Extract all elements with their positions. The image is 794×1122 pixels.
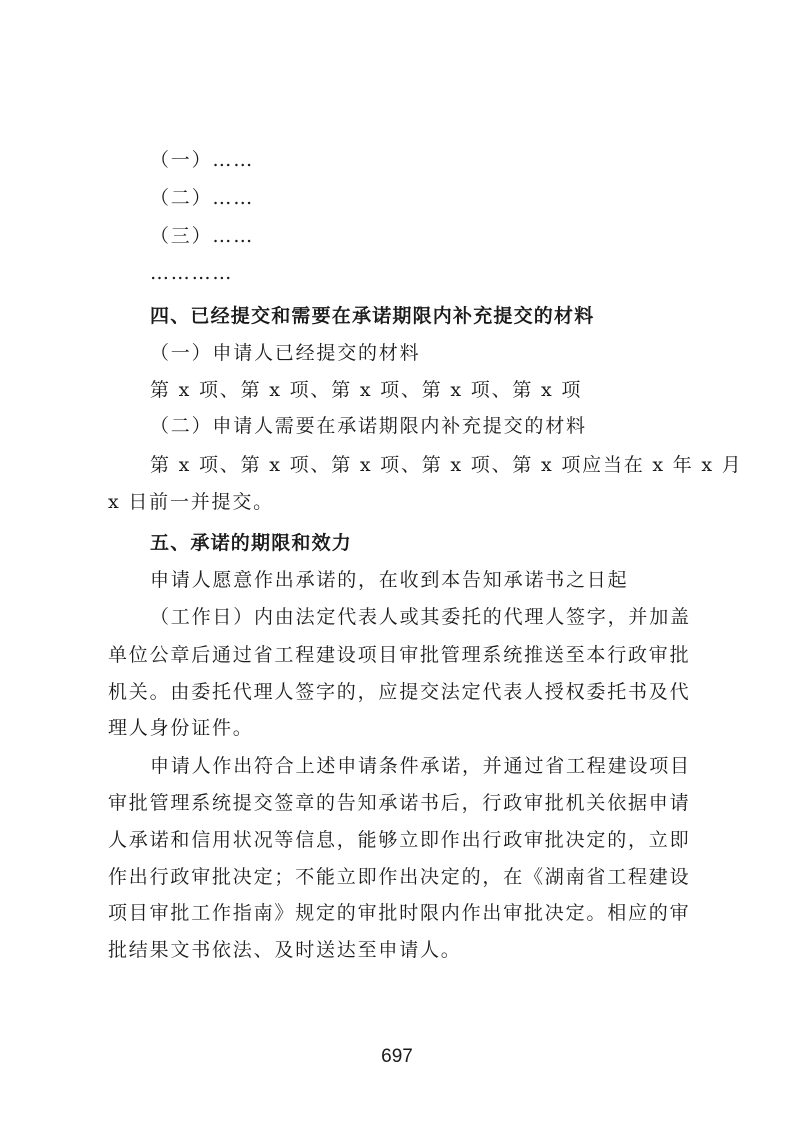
ellipsis-line: ………… <box>150 262 234 284</box>
paragraph-line: 机关。由委托代理人签字的，应提交法定代表人授权委托书及代 <box>108 681 691 703</box>
paragraph-line: 理人身份证件。 <box>108 717 254 739</box>
paragraph-line: 作出行政审批决定；不能立即作出决定的，在《湖南省工程建设 <box>108 866 691 888</box>
paragraph-line: 审批管理系统提交签章的告知承诺书后，行政审批机关依据申请 <box>108 792 691 814</box>
list-item: （二）…… <box>150 187 255 209</box>
paragraph-line: 批结果文书依法、及时送达至申请人。 <box>108 939 462 961</box>
page-number: 697 <box>381 1046 413 1067</box>
paragraph-line: 申请人愿意作出承诺的，在收到本告知承诺书之日起 <box>150 569 629 591</box>
paragraph-line: 第 x 项、第 x 项、第 x 项、第 x 项、第 x 项应当在 x 年 x 月 <box>150 454 743 476</box>
paragraph-line: 项目审批工作指南》规定的审批时限内作出审批决定。相应的审 <box>108 902 691 924</box>
paragraph-line: 人承诺和信用状况等信息，能够立即作出行政审批决定的，立即 <box>108 829 691 851</box>
section-heading: 五、承诺的期限和效力 <box>150 532 353 554</box>
subsection-heading: （二）申请人需要在承诺期限内补充提交的材料 <box>150 415 587 437</box>
paragraph-line: 申请人作出符合上述申请条件承诺，并通过省工程建设项目 <box>150 755 691 777</box>
paragraph-line: 单位公章后通过省工程建设项目审批管理系统推送至本行政审批 <box>108 644 691 666</box>
paragraph-line: x 日前一并提交。 <box>108 491 274 513</box>
paragraph-line: （工作日）内由法定代表人或其委托的代理人签字，并加盖 <box>150 606 691 628</box>
section-heading: 四、已经提交和需要在承诺期限内补充提交的材料 <box>150 305 595 327</box>
paragraph-line: 第 x 项、第 x 项、第 x 项、第 x 项、第 x 项 <box>150 379 583 401</box>
list-item: （三）…… <box>150 225 255 247</box>
list-item: （一）…… <box>150 149 255 171</box>
subsection-heading: （一）申请人已经提交的材料 <box>150 342 421 364</box>
